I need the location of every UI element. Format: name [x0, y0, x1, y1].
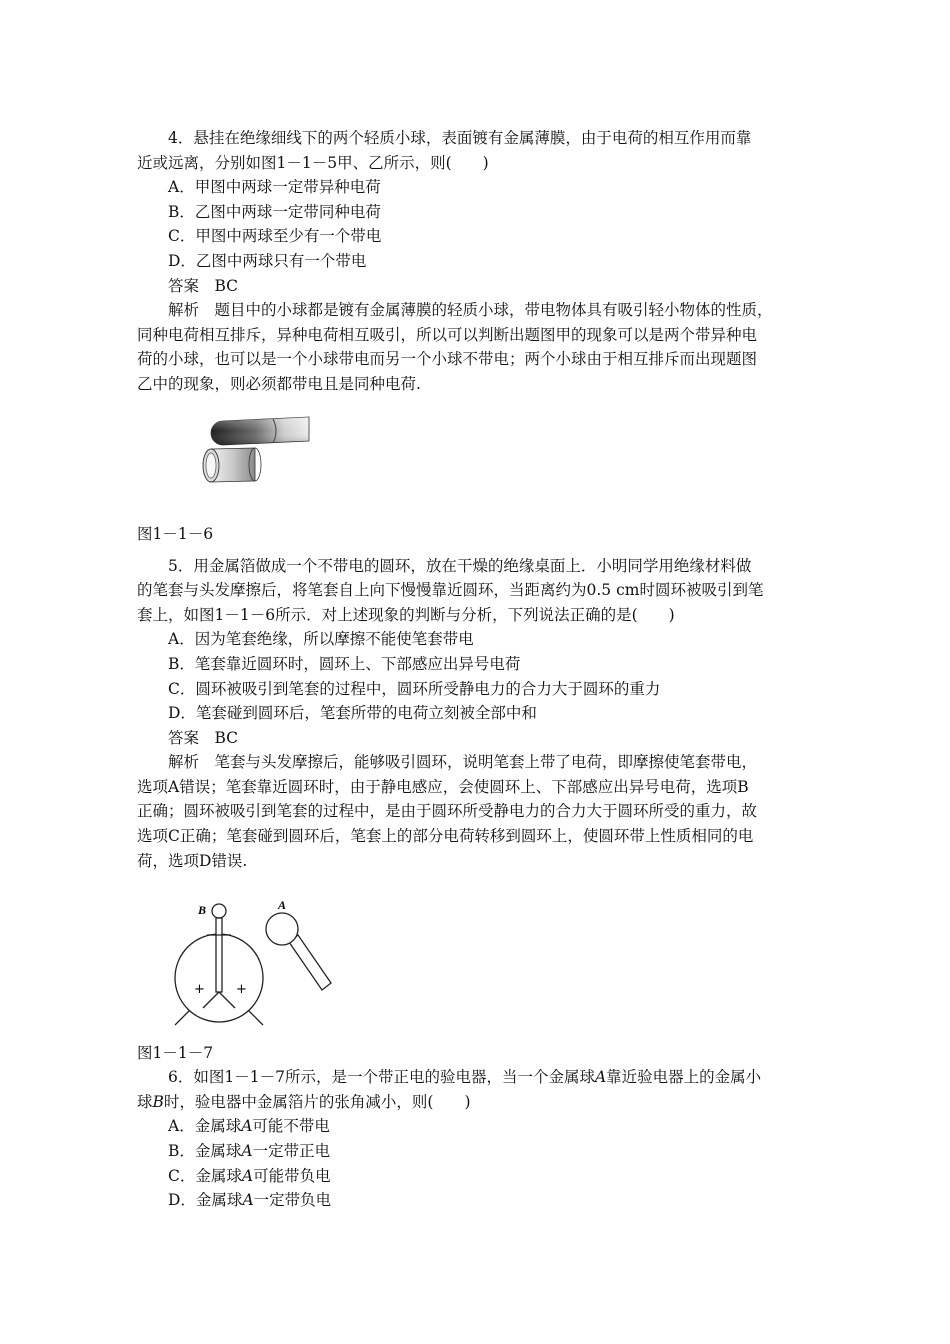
electroscope [175, 904, 263, 1025]
label-a: A [278, 899, 287, 913]
q5-answer: 答案 BC [168, 728, 239, 747]
plus-left: + [194, 982, 205, 998]
pen-cap [211, 417, 309, 445]
q4-analysis-line-1: 解析 题目中的小球都是镀有金属薄膜的轻质小球，带电物体具有吸引轻小物体的性质， [168, 301, 773, 320]
q6-option-b: B．金属球A一定带正电 [168, 1142, 331, 1161]
figure-1-1-6-caption: 图1－1－6 [137, 524, 214, 543]
q5-analysis-line-4: 选项C正确；笔套碰到圆环后，笔套上的部分电荷转移到圆环上，使圆环带上性质相同的电 [137, 827, 754, 846]
question-5 [137, 554, 817, 874]
q4-option-d: D．乙图中两球只有一个带电 [168, 251, 367, 270]
q6-option-d: D．金属球A一定带负电 [168, 1191, 332, 1210]
q6-stem-line-2: 球B时，验电器中金属箔片的张角减小，则( ) [137, 1092, 471, 1111]
q5-analysis-line-2: 选项A错误；笔套靠近圆环时，由于静电感应，会使圆环上、下部感应出异号电荷，选项B [137, 777, 749, 796]
q5-option-a: A．因为笔套绝缘，所以摩擦不能使笔套带电 [168, 630, 474, 649]
question-4 [137, 126, 817, 397]
q4-analysis-line-4: 乙中的现象，则必须都带电且是同种电荷. [137, 374, 421, 393]
q5-stem-line-1: 5．用金属箔做成一个不带电的圆环，放在干燥的绝缘桌面上．小明同学用绝缘材料做 [168, 556, 752, 575]
q4-stem-line-1: 4．悬挂在绝缘细线下的两个轻质小球，表面镀有金属薄膜，由于电荷的相互作用而靠 [168, 129, 752, 147]
document-page [137, 126, 817, 1213]
q5-analysis-line-3: 正确；圆环被吸引到笔套的过程中，是由于圆环所受静电力的合力大于圆环所受的重力，故 [137, 802, 758, 821]
q4-stem-line-2: 近或远离，分别如图1－1－5甲、乙所示，则( ) [137, 153, 489, 172]
q4-answer: 答案 BC [168, 276, 239, 295]
q4-option-a: A．甲图中两球一定带异种电荷 [168, 178, 381, 197]
figure-electroscope [163, 899, 343, 1039]
q5-option-b: B．笔套靠近圆环时，圆环上、下部感应出异号电荷 [168, 654, 521, 673]
q6-option-c: C．金属球A可能带负电 [168, 1166, 331, 1185]
question-6 [137, 1065, 817, 1213]
plus-right: + [236, 982, 247, 998]
metal-ball-a [266, 913, 331, 990]
q4-option-c: C．甲图中两球至少有一个带电 [168, 227, 382, 246]
q6-stem-line-1: 6．如图1－1－7所示，是一个带正电的验电器，当一个金属球A靠近验电器上的金属小 [168, 1068, 762, 1087]
q5-option-d: D．笔套碰到圆环后，笔套所带的电荷立刻被全部中和 [168, 704, 537, 723]
q5-analysis-line-5: 荷，选项D错误. [137, 851, 248, 870]
label-b: B [198, 903, 207, 918]
q5-stem-line-3: 套上，如图1－1－6所示．对上述现象的判断与分析，下列说法正确的是( ) [137, 605, 675, 624]
q5-stem-line-2: 的笔套与头发摩擦后，将笔套自上向下慢慢靠近圆环，当距离约为0.5 cm时圆环被吸引到笔 [137, 581, 764, 600]
q4-analysis-line-2: 同种电荷相互排斥，异种电荷相互吸引，所以可以判断出题图甲的现象可以是两个带异种电 [137, 325, 758, 344]
figure-pen-cap-ring [169, 415, 329, 517]
figure-1-1-7-caption: 图1－1－7 [137, 1044, 214, 1063]
q4-option-b: B．乙图中两球一定带同种电荷 [168, 202, 381, 221]
q5-option-c: C．圆环被吸引到笔套的过程中，圆环所受静电力的合力大于圆环的重力 [168, 679, 661, 698]
metal-ring [203, 448, 261, 482]
q6-option-a: A．金属球A可能不带电 [168, 1117, 330, 1136]
q5-analysis-line-1: 解析 笔套与头发摩擦后，能够吸引圆环，说明笔套上带了电荷，即摩擦使笔套带电， [168, 753, 758, 772]
q4-analysis-line-3: 荷的小球，也可以是一个小球带电而另一个小球不带电；两个小球由于相互排斥而出现题图 [137, 350, 758, 369]
